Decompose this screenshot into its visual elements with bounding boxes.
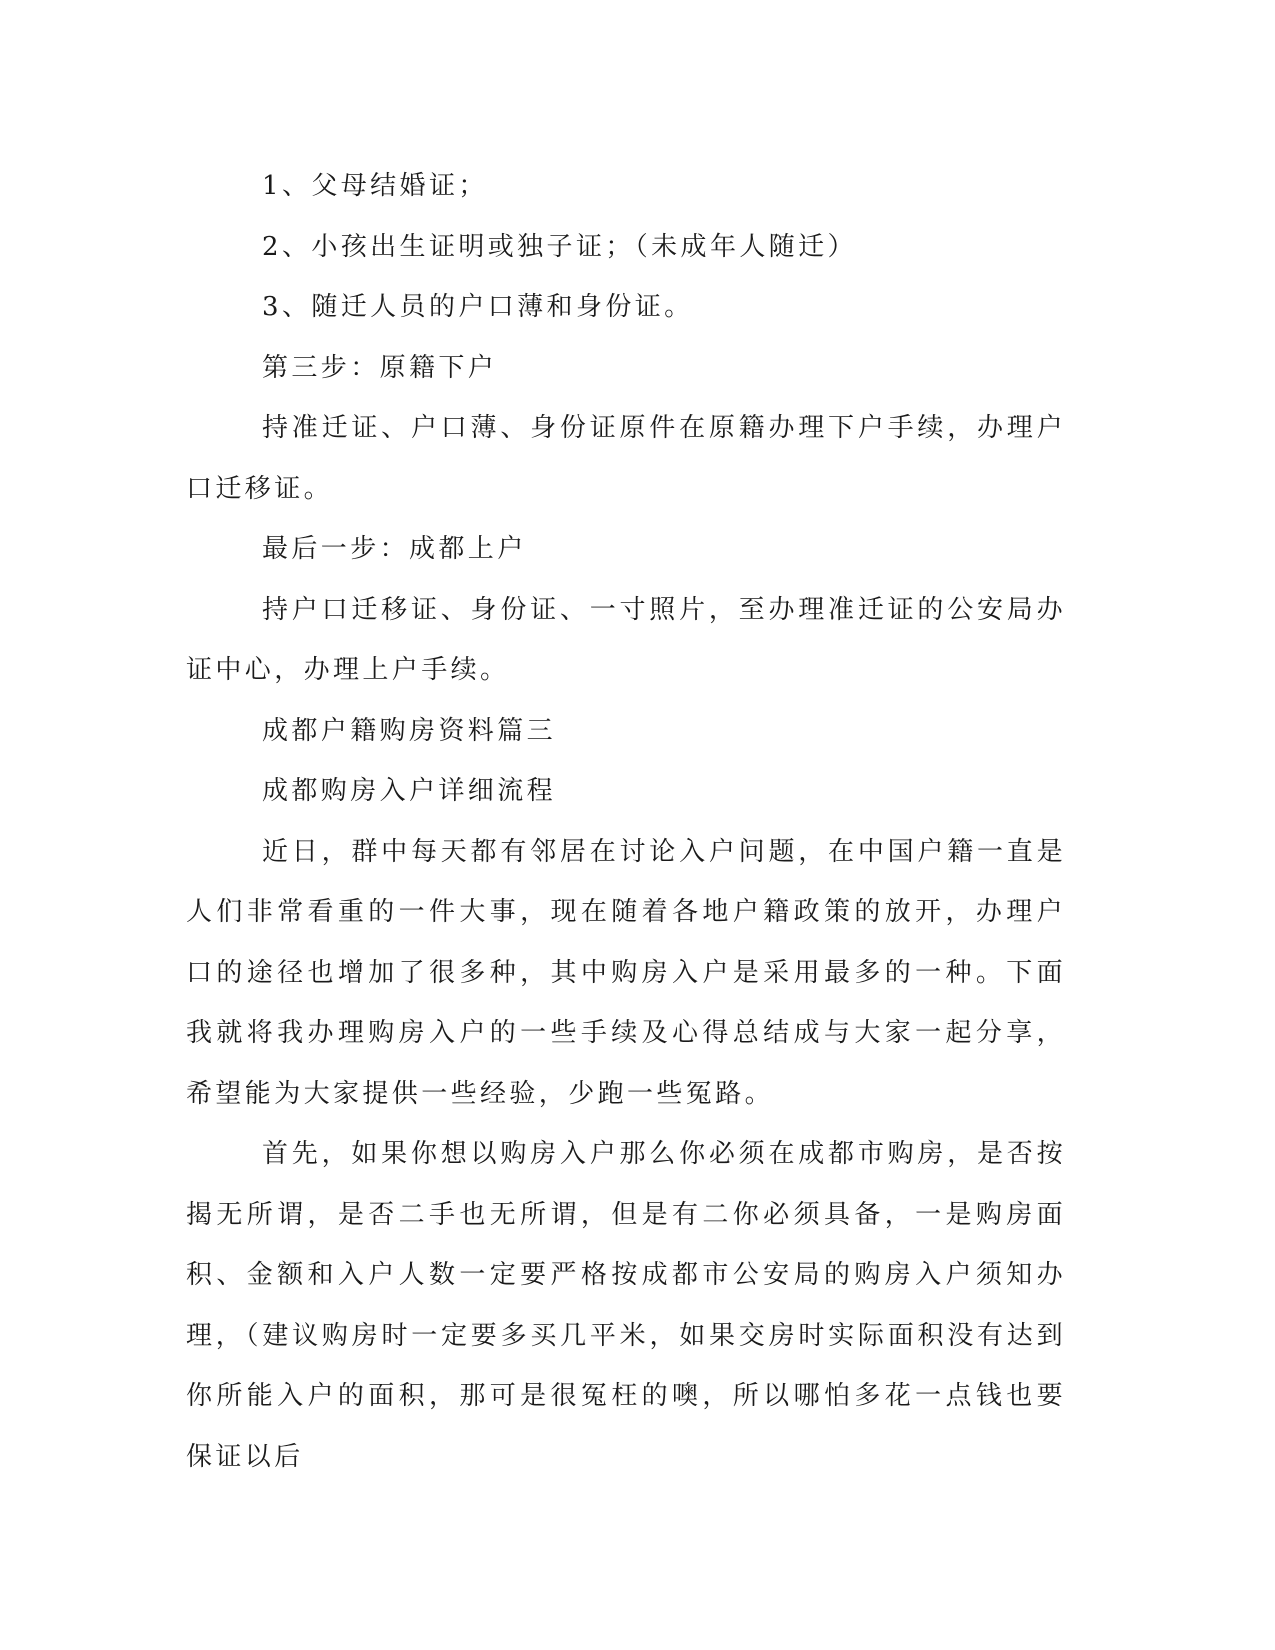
section-title: 成都户籍购房资料篇三 — [262, 715, 557, 746]
section-subtitle: 成都购房入户详细流程 — [262, 776, 557, 806]
paragraph-item-3: 3、随迁人员的户口薄和身份证。 — [262, 292, 694, 322]
paragraph-final-step: 持户口迁移证、身份证、一寸照片，至办理准迁证的公安局办证中心，办理上户手续。 — [186, 594, 1066, 685]
paragraph-item-1: 1、父母结婚证； — [262, 171, 488, 201]
paragraph-first: 首先，如果你想以购房入户那么你必须在成都市购房，是否按揭无所谓，是否二手也无所谓，但是有二你必须具备，一是购房面积、金额和入户人数一定要严格按成都市公安局的购房入户须知办理，（建议购房时一定要多买几平米，如果交房时实际面积没有达到你所能入户的面积，那可是很冤枉的噢，所以哪怕多花一点钱也要保证以后 — [186, 1139, 1066, 1472]
paragraph-intro: 近日，群中每天都有邻居在讨论入户问题，在中国户籍一直是人们非常看重的一件大事，现在随着各地户籍政策的放开，办理户口的途径也增加了很多种，其中购房入户是采用最多的一种。下面我就将我办理购房入户的一些手续及心得总结成与大家一起分享，希望能为大家提供一些经验，少跑一些冤路。 — [186, 836, 1066, 1109]
final-step-heading: 最后一步：成都上户 — [262, 534, 527, 564]
document-body — [186, 156, 1066, 1487]
step-three-heading: 第三步：原籍下户 — [262, 352, 498, 383]
paragraph-item-2: 2、小孩出生证明或独子证；（未成年人随迁） — [262, 231, 857, 262]
paragraph-step-three: 持准迁证、户口薄、身份证原件在原籍办理下户手续，办理户口迁移证。 — [186, 413, 1066, 504]
